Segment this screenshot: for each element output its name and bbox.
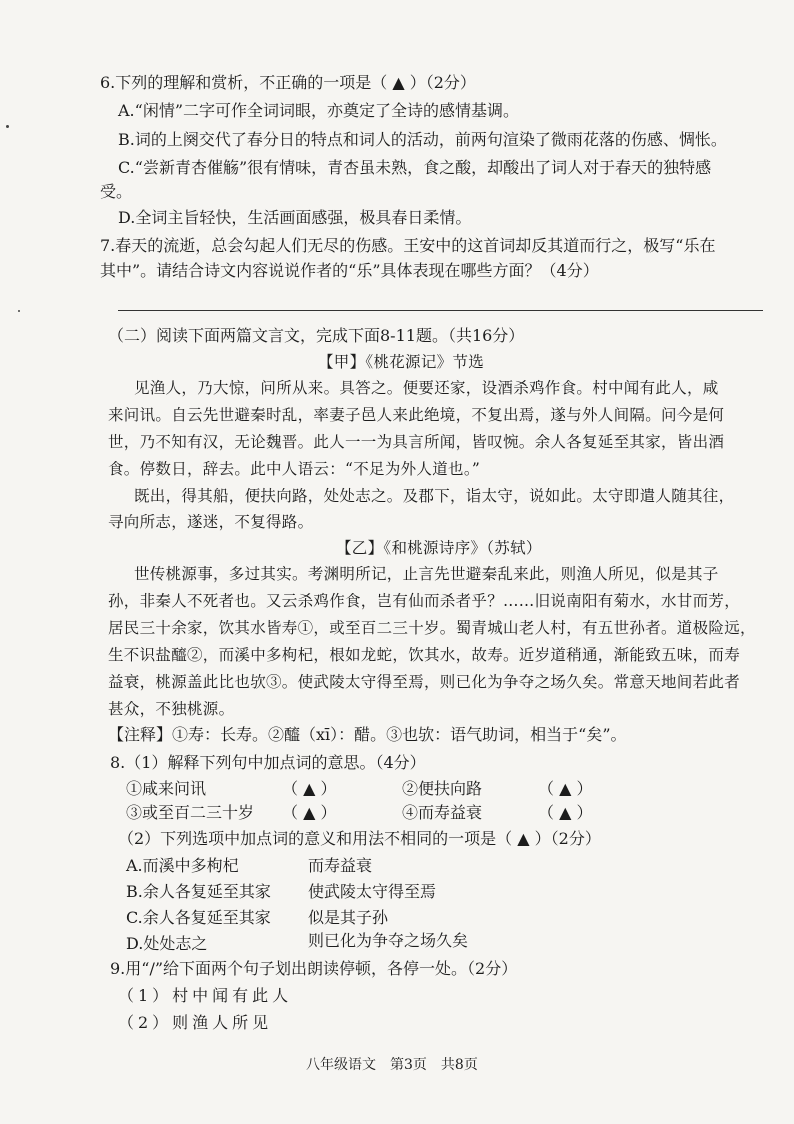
q8-item-4-blank[interactable]: （ ▲ ）: [538, 803, 593, 822]
q8-item-4-label: ④而寿益衰: [402, 803, 483, 822]
q8-option-b-right: 使武陵太守得至焉: [308, 882, 437, 901]
q8-option-d-left: D.处处志之: [126, 934, 208, 953]
q9-sentence-1: （1）村中闻有此人: [118, 986, 293, 1005]
q8-part1-stem: 8.（1）解释下列句中加点词的意思。（4分）: [110, 753, 426, 772]
scan-speck: [6, 125, 9, 128]
yi-line4: 生不识盐醯②，而溪中多枸杞，根如龙蛇，饮其水，故寿。近岁道稍通，渐能致五味，而寿: [108, 646, 741, 664]
q8-option-a-right: 而寿益衰: [308, 856, 373, 875]
q8-item-2-label: ②便扶向路: [402, 779, 483, 798]
jia-p1-line2: 来问讯。自云先世避秦时乱，率妻子邑人来此绝境，不复出焉，遂与外人间隔。问今是何: [108, 406, 725, 424]
yi-line1: 世传桃源事，多过其实。考渊明所记，止言先世避秦乱来此，则渔人所见，似是其子: [134, 565, 719, 583]
yi-line6: 甚众，不独桃源。: [108, 700, 235, 718]
q8-item-3-label: ③或至百二三十岁: [126, 803, 255, 822]
jia-p1-line4: 食。停数日，辞去。此中人语云：“不足为外人道也。”: [108, 460, 481, 478]
page-footer: 八年级语文 第3页 共8页: [306, 1057, 478, 1073]
q8-item-2-blank[interactable]: （ ▲ ）: [538, 779, 593, 798]
q8-option-c-right: 似是其子孙: [308, 908, 389, 927]
q9-sentence-2: （2）则渔人所见: [118, 1013, 273, 1032]
jia-p2-line1: 既出，得其船，便扶向路，处处志之。及郡下，诣太守，说如此。太守即遣人随其往，: [134, 487, 735, 505]
answer-line: [118, 310, 763, 311]
q7-line1: 7.春天的流逝，总会勾起人们无尽的伤感。王安中的这首词却反其道而行之，极写“乐在: [100, 236, 716, 255]
annotation-note: 【注释】①寿：长寿。②醯（xī）：醋。③也欤：语气助词，相当于“矣”。: [108, 725, 627, 744]
yi-line2: 孙，非秦人不死者也。又云杀鸡作食，岂有仙而杀者乎？……旧说南阳有菊水，水甘而芳，: [108, 592, 741, 610]
q6-option-a: A.“闲情”二字可作全词词眼，亦奠定了全诗的感情基调。: [118, 101, 520, 120]
q8-option-d-right: 则已化为争夺之场久矣: [308, 931, 469, 950]
q8-part2-stem: （2）下列选项中加点词的意义和用法不相同的一项是（ ▲ ）（2分）: [118, 829, 601, 848]
q8-option-b-left: B.余人各复延至其家: [126, 882, 271, 901]
jia-p1-line3: 世，乃不知有汉，无论魏晋。此人一一为具言所闻，皆叹惋。余人各复延至其家，皆出酒: [108, 433, 725, 451]
jia-p2-line2: 寻向所志，遂迷，不复得路。: [108, 513, 314, 531]
jia-p1-line1: 见渔人，乃大惊，问所从来。具答之。便要还家，设酒杀鸡作食。村中闻有此人，咸: [134, 379, 719, 397]
q8-item-1-label: ①咸来问讯: [126, 779, 207, 798]
section2-heading: （二）阅读下面两篇文言文，完成下面8-11题。（共16分）: [108, 326, 525, 345]
q8-item-1-blank[interactable]: （ ▲ ）: [282, 779, 337, 798]
scan-speck: [18, 310, 20, 312]
q8-option-c-left: C.余人各复延至其家: [126, 908, 271, 927]
q6-stem: 6.下列的理解和赏析，不正确的一项是（ ▲ ）（2分）: [100, 73, 476, 92]
q6-option-c-line2: 受。: [100, 182, 133, 201]
q9-stem: 9.用“/”给下面两个句子划出朗读停顿，各停一处。（2分）: [110, 959, 518, 978]
q6-option-d: D.全词主旨轻快，生活画面感强，极具春日柔情。: [118, 208, 472, 227]
yi-line3: 居民三十余家，饮其水皆寿①，或至百二三十岁。蜀青城山老人村，有五世孙者。道极险远，: [108, 619, 756, 637]
jia-title: 【甲】《桃花源记》节选: [318, 353, 485, 371]
yi-title: 【乙】《和桃源诗序》（苏轼）: [336, 539, 542, 557]
q7-line2: 其中”。请结合诗文内容说说作者的“乐”具体表现在哪些方面？（4分）: [100, 261, 599, 280]
yi-line5: 益衰，桃源盖此比也欤③。使武陵太守得至焉，则已化为争夺之场久矣。常意天地间若此者: [108, 673, 741, 691]
q6-option-b: B.词的上阕交代了春分日的特点和词人的活动，前两句渲染了微雨花落的伤感、惆怅。: [118, 130, 727, 149]
q8-option-a-left: A.而溪中多枸杞: [126, 856, 239, 875]
q6-option-c-line1: C.“尝新青杏催觞”很有情味，青杏虽未熟，食之酸，却酸出了词人对于春天的独特感: [118, 158, 712, 177]
q8-item-3-blank[interactable]: （ ▲ ）: [282, 803, 337, 822]
